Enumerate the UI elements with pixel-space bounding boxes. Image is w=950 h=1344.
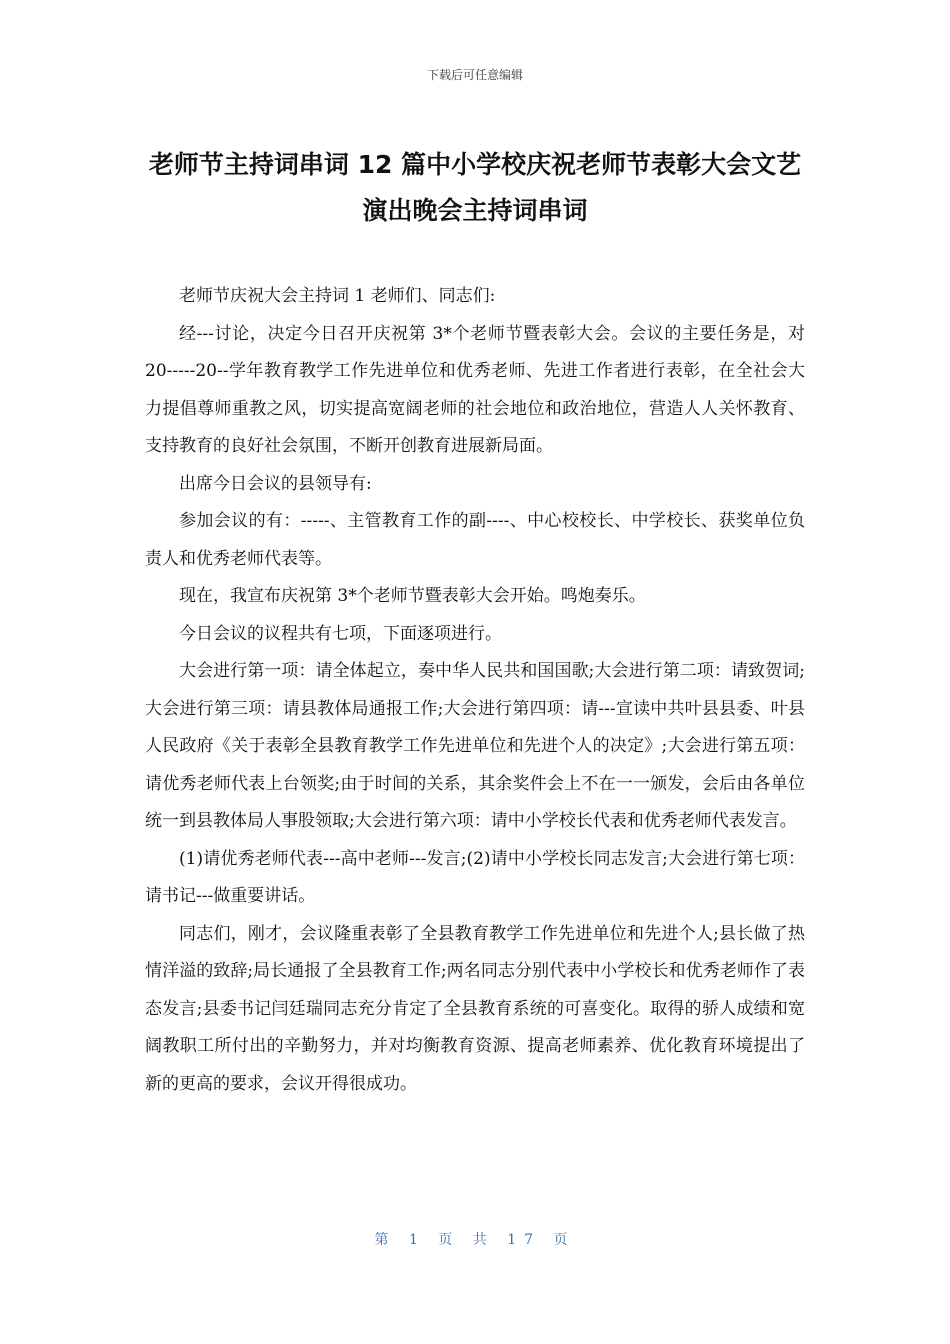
paragraph: 现在，我宣布庆祝第 3*个老师节暨表彰大会开始。鸣炮奏乐。: [179, 586, 646, 606]
page-number-footer: 第 1 页 共 17 页: [374, 1232, 576, 1248]
paragraph: 同志们，刚才，会议隆重表彰了全县教育教学工作先进单位和先进个人;县长做了热情洋溢的致辞;局长通报了全县教育工作;两名同志分别代表中小学校长和优秀老师作了表态发言;县委书记闫廷瑞同志充分肯定了全县教育系统的可喜变化。取得的骄人成绩和宽阔教职工所付出的辛勤努力，并对均衡教育资源、提高老师素养、优化教育环境提出了新的更高的要求，会议开得很成功。: [145, 923, 805, 1094]
paragraph: 今日会议的议程共有七项，下面逐项进行。: [179, 623, 502, 644]
document-title: [120, 142, 830, 234]
paragraph: (1)请优秀老师代表---高中老师---发言;(2)请中小学校长同志发言;大会进行第七项：请书记---做重要讲话。: [145, 848, 805, 906]
paragraph: 出席今日会议的县领导有:: [179, 473, 372, 494]
paragraph: 大会进行第一项：请全体起立，奏中华人民共和国国歌;大会进行第二项：请致贺词;大会进行第三项：请县教体局通报工作;大会进行第四项：请---宣读中共叶县县委、叶县人民政府《关于表彰全县教育教学工作先进单位和先进个人的决定》;大会进行第五项：请优秀老师代表上台领奖;由于时间的关系，其余奖件会上不在一一颁发，会后由各单位统一到县教体局人事股领取;大会进行第六项：请中小学校长代表和优秀老师代表发言。: [145, 661, 805, 831]
title-line-2: 演出晚会主持词串词: [362, 196, 588, 225]
document-body: [145, 278, 805, 1103]
paragraph: 参加会议的有：-----、主管教育工作的副----、中心校校长、中学校长、获奖单位负责人和优秀老师代表等。: [145, 511, 805, 569]
title-line-1: 老师节主持词串词 12 篇中小学校庆祝老师节表彰大会文艺: [148, 150, 802, 179]
paragraph: 老师节庆祝大会主持词 1 老师们、同志们:: [179, 286, 496, 306]
header-note: 下载后可任意编辑: [426, 68, 523, 82]
paragraph: 经---讨论，决定今日召开庆祝第 3*个老师节暨表彰大会。会议的主要任务是，对 20-----20--学年教育教学工作先进单位和优秀老师、先进工作者进行表彰，在全社会大力提倡尊师重教之风，切实提高宽阔老师的社会地位和政治地位，营造人人关怀教育、支持教育的良好社会氛围，不断开创教育进展新局面。: [145, 323, 805, 456]
